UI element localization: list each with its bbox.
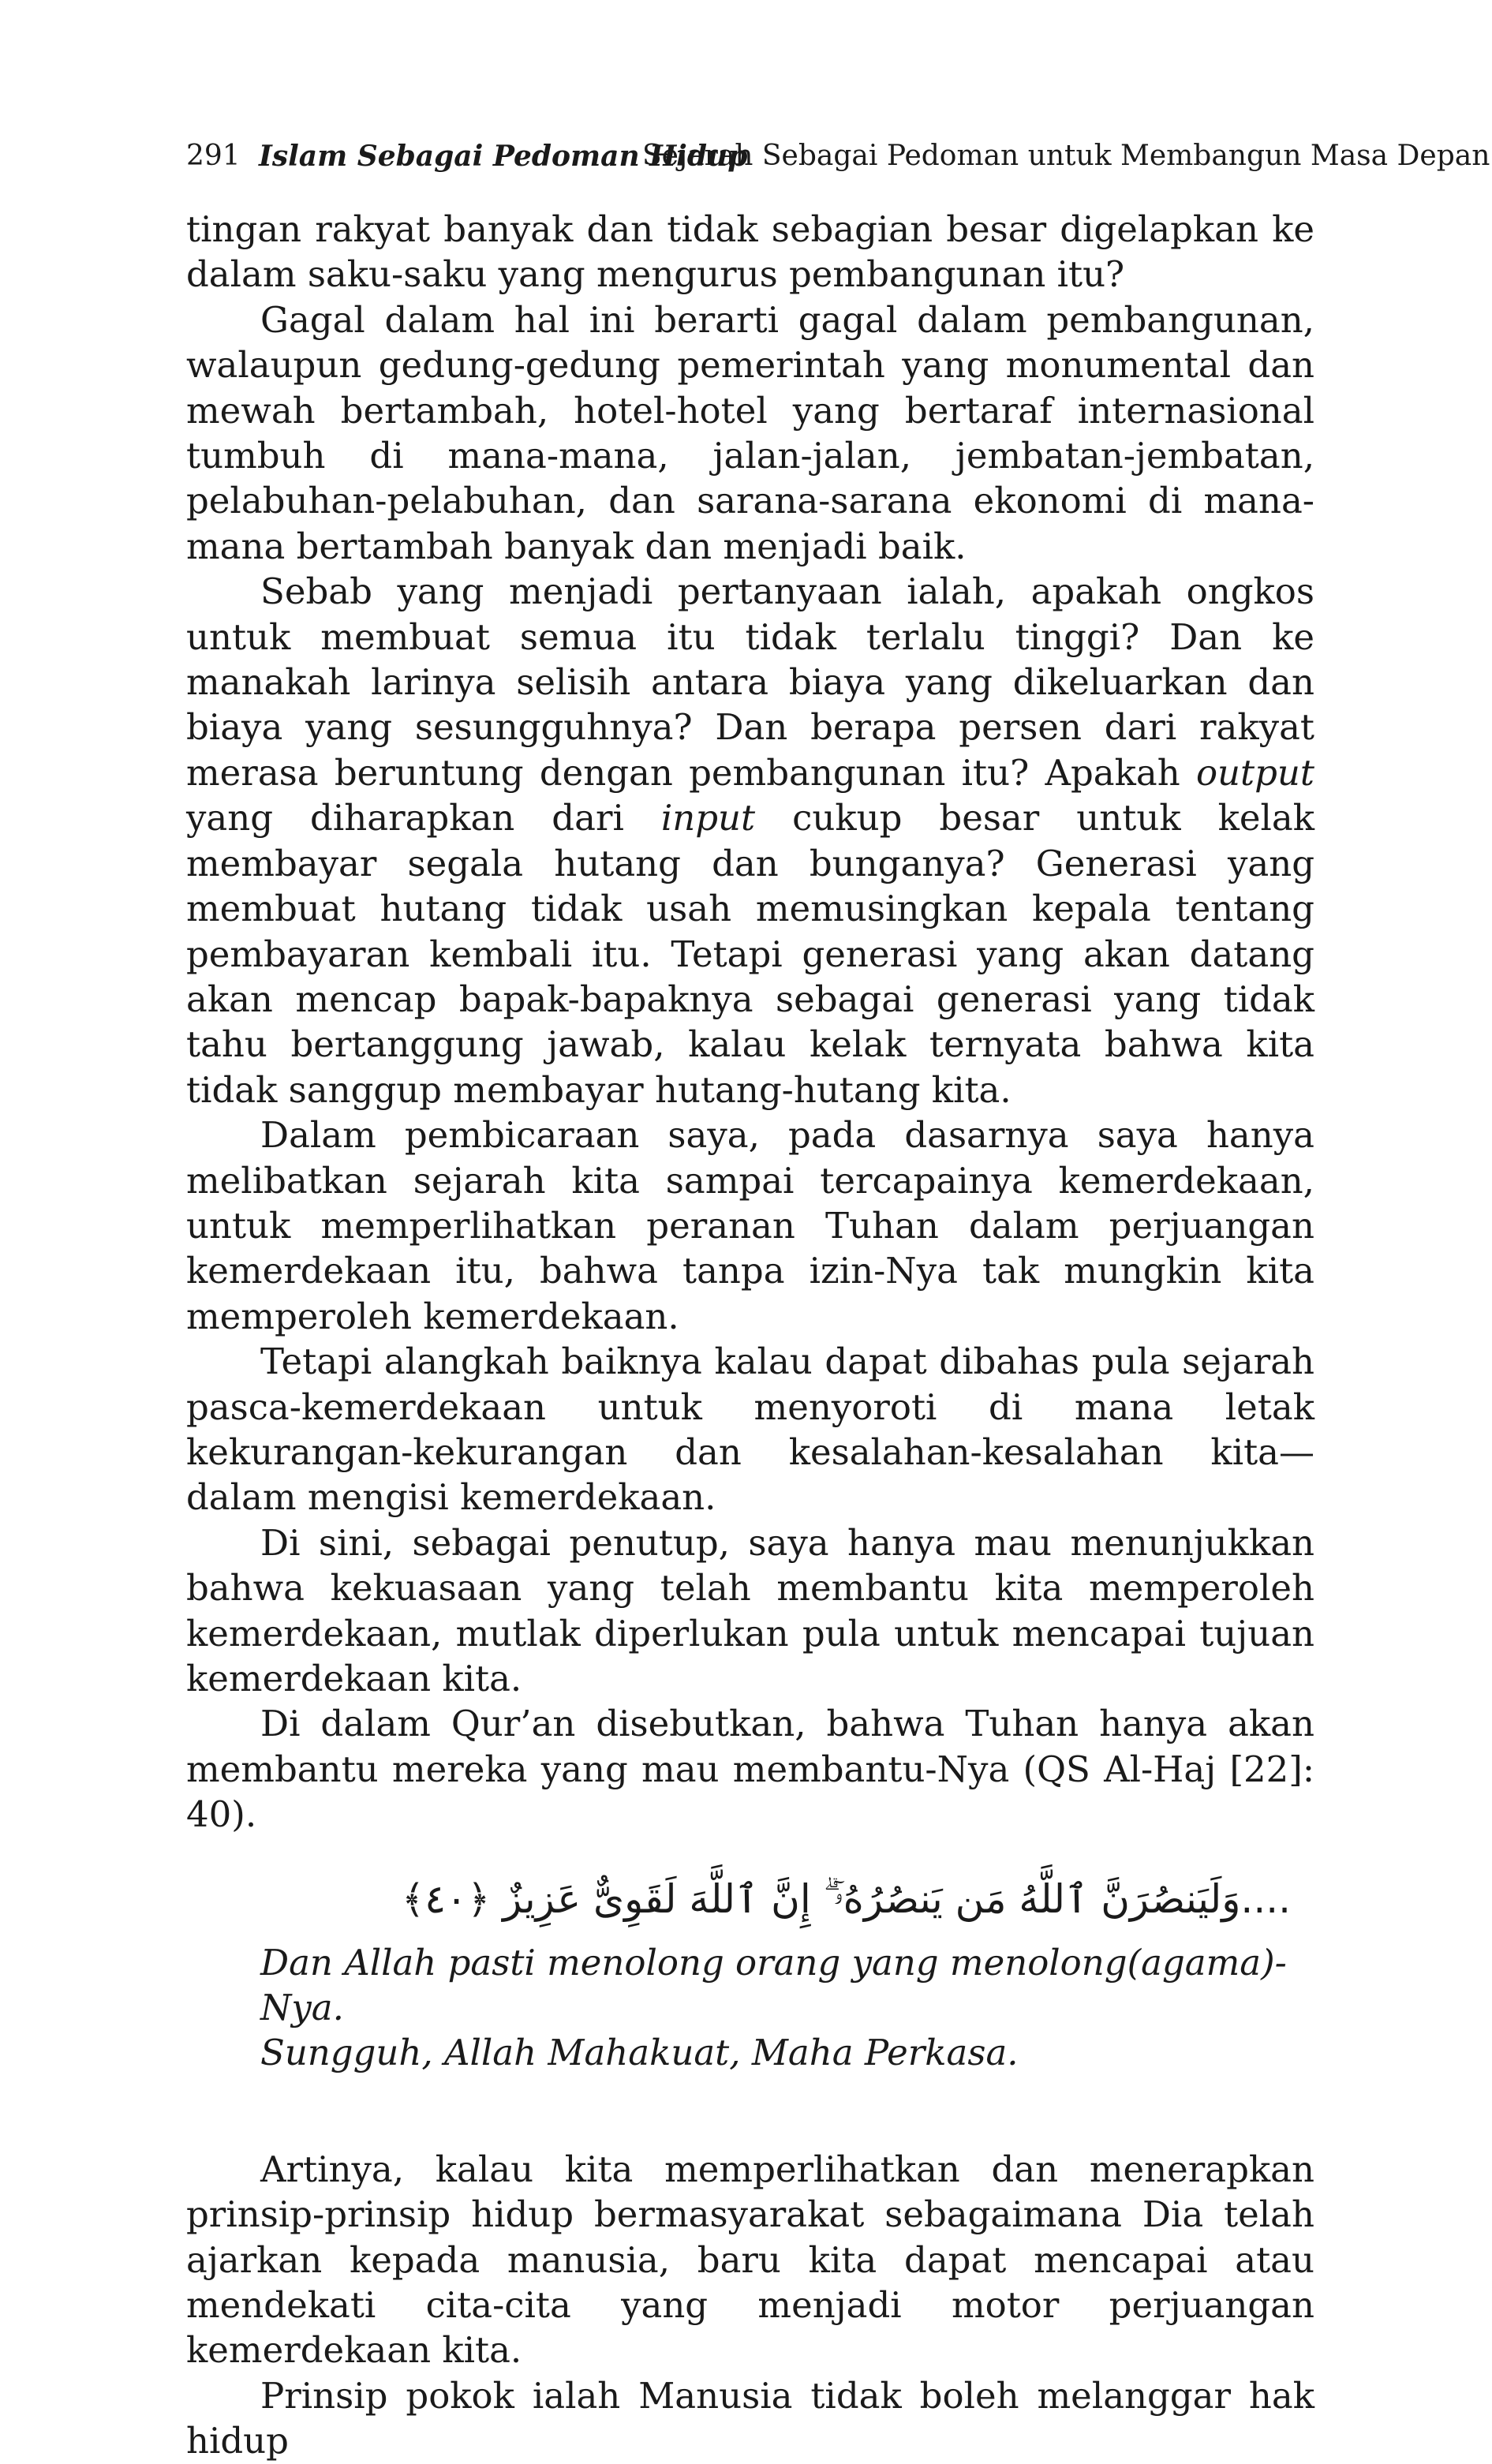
paragraph-9: Prinsip pokok ialah Manusia tidak boleh melanggar hak hidup [186, 2374, 1314, 2462]
spacer [186, 2076, 1314, 2147]
quran-verse-arabic: ....وَلَيَنصُرَنَّ ٱللَّهُ مَن يَنصُرُهُۥٓ ۗ إِنَّ ٱللَّهَ لَقَوِىٌّ عَزِيزٌ ﴿٤٠﴾ [401, 1875, 1291, 1922]
paragraph-4: Dalam pembicaraan saya, pada dasarnya saya hanya melibatkan sejarah kita sampai tercapainya kemerdekaan, untuk memperlihatkan peranan Tuhan dalam perjuangan kemerdekaan itu, bahwa tanpa izin-Nya tak mungkin kita memperoleh kemerdekaan. [186, 1114, 1314, 1337]
paragraph-1: tingan rakyat banyak dan tidak sebagian besar digelapkan ke dalam saku-saku yang mengurus pembangunan itu? [186, 208, 1314, 296]
quran-verse-translation [260, 1940, 1314, 2076]
paragraph-5: Tetapi alangkah baiknya kalau dapat dibahas pula sejarah pasca-kemerdekaan untuk menyoroti di mana letak kekurangan-kekurangan dan kesalahan-kesalahan kita—dalam mengisi kemerdekaan. [186, 1340, 1314, 1519]
paragraph-3-part-b: yang diharapkan dari [186, 797, 661, 839]
body-text [186, 207, 1314, 2464]
paragraph-2: Gagal dalam hal ini berarti gagal dalam pembangunan, walaupun gedung-gedung pemerintah yang monumental dan mewah bertambah, hotel-hotel yang bertaraf internasional tumbuh di mana-mana, jalan-jalan, jembatan-jembatan, pelabuhan-pelabuhan, dan sarana-sarana ekonomi di mana-mana bertambah banyak dan menjadi baik. [186, 298, 1314, 567]
paragraph-3 [186, 569, 1314, 1112]
paragraph-8: Artinya, kalau kita memperlihatkan dan menerapkan prinsip-prinsip hidup bermasyarakat sebagaimana Dia telah ajarkan kepada manusia, baru kita dapat mencapai atau mendekati cita-cita yang menjadi motor perjuangan kemerdekaan kita. [186, 2148, 1314, 2372]
term-input: input [660, 797, 756, 839]
translation-line-1: Dan Allah pasti menolong orang yang menolong(agama)-Nya. [260, 1941, 1287, 2029]
running-subtitle: Sejarah Sebagai Pedoman untuk Membangun Masa Depan [642, 140, 1490, 172]
term-output: output [1195, 751, 1314, 794]
translation-line-2: Sungguh, Allah Mahakuat, Maha Perkasa. [260, 2032, 1019, 2074]
paragraph-3-part-a: Sebab yang menjadi pertanyaan ialah, apakah ongkos untuk membuat semua itu tidak terlalu tinggi? Dan ke manakah larinya selisih antara biaya yang dikeluarkan dan biaya yang sesungguhnya? Dan berapa persen dari rakyat merasa beruntung dengan pembangunan itu? Apakah [186, 570, 1314, 794]
page-header [186, 133, 1490, 180]
running-head: Islam Sebagai Pedoman Hidup [259, 140, 748, 173]
paragraph-7: Di dalam Qur’an disebutkan, bahwa Tuhan hanya akan membantu mereka yang mau membantu-Nya (QS Al-Haj [22]: 40). [186, 1703, 1314, 1836]
page-number: 291 [186, 140, 241, 172]
paragraph-3-part-c: cukup besar untuk kelak membayar segala hutang dan bunganya? Generasi yang membuat hutang tidak usah memusingkan kepala tentang pembayaran kembali itu. Tetapi generasi yang akan datang akan mencap bapak-bapaknya sebagai generasi yang tidak tahu bertanggung jawab, kalau kelak ternyata bahwa kita tidak sanggup membayar hutang-hutang kita. [186, 797, 1314, 1111]
paragraph-6: Di sini, sebagai penutup, saya hanya mau menunjukkan bahwa kekuasaan yang telah membantu kita memperoleh kemerdekaan, mutlak diperlukan pula untuk mencapai tujuan kemerdekaan kita. [186, 1521, 1314, 1699]
